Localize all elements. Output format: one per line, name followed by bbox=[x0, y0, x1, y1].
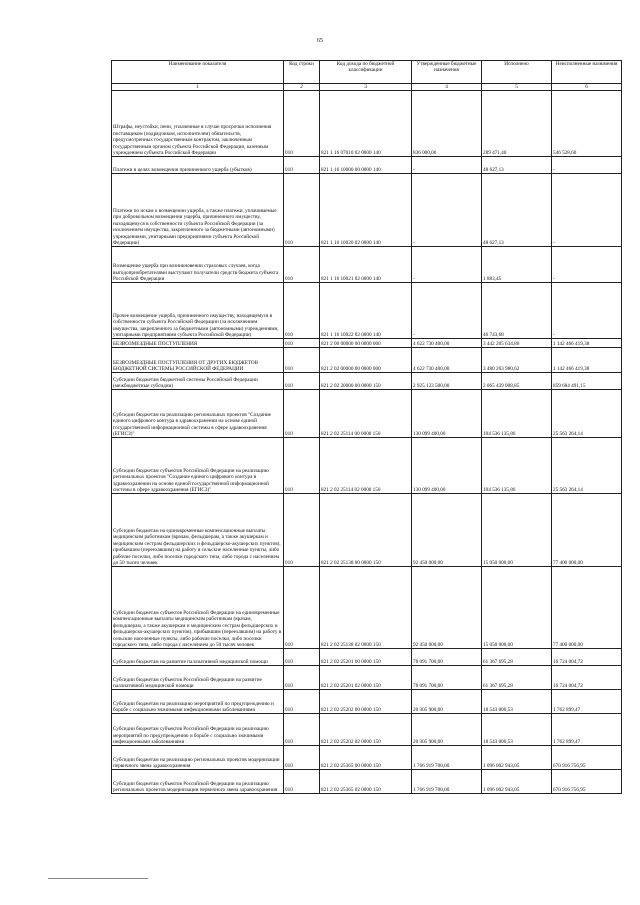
row-approved: - bbox=[412, 174, 482, 247]
row-name: Штрафы, неустойки, пени, уплаченные в случае просрочки исполнения поставщиком (подрядчиком, исполнителем) обязательств, предусмотренных государственным контрактом, заключенным государственным органом субъекта Российской Федерации, казенным учреждением субъекта Российской Федерации bbox=[112, 91, 284, 157]
row-name: Субсидии бюджетам субъектов Российской Федерации на развитие паллиативной медицинской помощи bbox=[112, 666, 284, 690]
row-executed: 1 883,45 bbox=[482, 247, 552, 283]
row-line-code: 010 bbox=[284, 690, 320, 714]
row-approved: 4 622 730 400,00 bbox=[412, 348, 482, 373]
page-number: 65 bbox=[317, 38, 323, 44]
column-number: 1 bbox=[112, 84, 284, 91]
row-income-code: 821 2 00 00000 00 0000 000 bbox=[320, 339, 412, 348]
row-unexecuted: 77 400 000,00 bbox=[552, 494, 622, 567]
row-name: Возмещение ущерба при возникновении страховых случаев, когда выгодоприобретателями выступают получатели средств бюджета субъекта Российской Федерации bbox=[112, 247, 284, 283]
row-income-code: 821 1 16 10021 02 0000 140 bbox=[320, 247, 412, 283]
table-row bbox=[112, 283, 622, 339]
row-line-code: 010 bbox=[284, 438, 320, 494]
row-approved: - bbox=[412, 283, 482, 339]
row-income-code: 821 2 02 25138 02 0000 150 bbox=[320, 567, 412, 649]
row-line-code: 010 bbox=[284, 567, 320, 649]
table-body bbox=[112, 91, 622, 794]
table-row bbox=[112, 247, 622, 283]
row-line-code: 010 bbox=[284, 666, 320, 690]
row-approved: 78 091 700,00 bbox=[412, 649, 482, 666]
row-line-code: 010 bbox=[284, 770, 320, 794]
row-unexecuted: 670 916 756,95 bbox=[552, 746, 622, 770]
row-executed: 3 480 263 980,62 bbox=[482, 348, 552, 373]
row-line-code: 010 bbox=[284, 174, 320, 247]
row-unexecuted: 1 762 899,47 bbox=[552, 714, 622, 746]
row-unexecuted: 859 684 491,15 bbox=[552, 373, 622, 390]
row-approved: 130 099 400,00 bbox=[412, 438, 482, 494]
row-name: Субсидии бюджетам субъектов Российской Федерации на единовременные компенсационные выплаты медицинским работникам (врачам, фельдшерам, а также акушеркам и медицинским сестрам фельдшерских и фельдшерско-акушерских пунктов), прибывшим (переехавшим) на работу в сельские населенные пункты, либо рабочие поселки, либо поселки городского типа, либо города с населением до 50 тысяч человек bbox=[112, 567, 284, 649]
row-executed: 61 367 695,28 bbox=[482, 649, 552, 666]
row-unexecuted: 546 528,60 bbox=[552, 91, 622, 157]
row-unexecuted: 25 563 264,14 bbox=[552, 390, 622, 438]
row-name: Субсидии бюджетам субъектов Российской Федерации на реализацию региональных проектов "Создание единого цифрового контура в здравоохранении на основе единой государственной информационной системы в сфере здравоохранения (ЕГИСЗ)" bbox=[112, 438, 284, 494]
row-executed: 1 096 002 943,05 bbox=[482, 746, 552, 770]
row-approved: 20 305 900,00 bbox=[412, 690, 482, 714]
table-row bbox=[112, 339, 622, 348]
table-row bbox=[112, 438, 622, 494]
row-name: Субсидии бюджетам бюджетной системы Российской Федерации (межбюджетные субсидии) bbox=[112, 373, 284, 390]
row-line-code: 010 bbox=[284, 373, 320, 390]
row-income-code: 821 2 02 20000 00 0000 150 bbox=[320, 373, 412, 390]
header-name: Наименование показателя bbox=[112, 61, 284, 84]
row-executed: 18 543 000,53 bbox=[482, 690, 552, 714]
table-row bbox=[112, 91, 622, 157]
row-executed: 289 471,40 bbox=[482, 91, 552, 157]
table-row bbox=[112, 494, 622, 567]
row-approved: 78 091 700,00 bbox=[412, 666, 482, 690]
row-approved: 92 450 000,00 bbox=[412, 494, 482, 567]
row-executed: 104 536 135,86 bbox=[482, 390, 552, 438]
row-executed: 1 096 002 943,05 bbox=[482, 770, 552, 794]
row-name: Субсидии бюджетам на развитие паллиативной медицинской помощи bbox=[112, 649, 284, 666]
row-approved: 836 000,00 bbox=[412, 91, 482, 157]
row-executed: 18 543 000,53 bbox=[482, 714, 552, 746]
row-executed: 46 743,68 bbox=[482, 283, 552, 339]
row-line-code: 010 bbox=[284, 339, 320, 348]
row-line-code: 010 bbox=[284, 157, 320, 174]
row-executed: 61 367 695,28 bbox=[482, 666, 552, 690]
row-name: Субсидии бюджетам на реализацию региональных проектов "Создание единого цифрового контура в здравоохранении на основе единой государственной информационной системы в сфере здравоохранения (ЕГИСЗ)" bbox=[112, 390, 284, 438]
row-name: БЕЗВОЗМЕЗДНЫЕ ПОСТУПЛЕНИЯ bbox=[112, 339, 284, 348]
row-unexecuted: - bbox=[552, 174, 622, 247]
row-income-code: 821 2 02 25365 00 0000 150 bbox=[320, 746, 412, 770]
footnote-divider bbox=[48, 878, 148, 879]
row-income-code: 821 1 16 10022 02 0000 140 bbox=[320, 283, 412, 339]
table-row bbox=[112, 157, 622, 174]
table-row bbox=[112, 567, 622, 649]
row-approved: 1 766 919 700,00 bbox=[412, 746, 482, 770]
row-executed: 3 442 205 634,86 bbox=[482, 339, 552, 348]
row-executed: 104 536 135,86 bbox=[482, 438, 552, 494]
row-name: Субсидии бюджетам субъектов Российской Федерации на реализацию мероприятий по предупреждению и борьбе с социально значимыми инфекционными заболеваниями bbox=[112, 714, 284, 746]
row-line-code: 010 bbox=[284, 746, 320, 770]
table-row bbox=[112, 746, 622, 770]
row-name: Субсидии бюджетам на единовременные компенсационные выплаты медицинским работникам (врачам, фельдшерам, а также акушеркам и медицинским сестрам фельдшерских и фельдшерско-акушерских пунктов), прибывшим (переехавшим) на работу в сельские населенные пункты, либо рабочие поселки, либо поселки городского типа, либо города с населением до 50 тысяч человек bbox=[112, 494, 284, 567]
row-unexecuted: 1 142 466 419,38 bbox=[552, 348, 622, 373]
row-line-code: 010 bbox=[284, 247, 320, 283]
row-name: Прочее возмещение ущерба, причиненного имуществу, находящемуся в собственности субъекта Российской Федерации (за исключением имущества, закрепленного за бюджетными (автономными) учреждениями, унитарными предприятиями субъекта Российской Федерации) bbox=[112, 283, 284, 339]
row-name: Платежи по искам о возмещении ущерба, а также платежи, уплачиваемые при добровольном возмещении ущерба, причиненного имуществу, находящемуся в собственности субъекта Российской Федерации (за исключением имущества, закрепленного за бюджетными (автономными) учреждениями, унитарными предприятиями субъекта Российской Федерации) bbox=[112, 174, 284, 247]
header-approved: Утвержденные бюджетные назначения bbox=[412, 61, 482, 84]
row-line-code: 010 bbox=[284, 649, 320, 666]
header-executed: Исполнено bbox=[482, 61, 552, 84]
column-number: 2 bbox=[284, 84, 320, 91]
row-approved: 130 099 400,00 bbox=[412, 390, 482, 438]
row-income-code: 821 2 02 00000 00 0000 000 bbox=[320, 348, 412, 373]
row-name: Субсидии бюджетам субъектов Российской Федерации на реализацию региональных проектов модернизации первичного звена здравоохранения bbox=[112, 770, 284, 794]
row-income-code: 821 2 02 25138 00 0000 150 bbox=[320, 494, 412, 567]
table-row bbox=[112, 714, 622, 746]
row-executed: 2 065 439 008,85 bbox=[482, 373, 552, 390]
column-number: 4 bbox=[412, 84, 482, 91]
row-name: Платежи в целях возмещения причиненного ущерба (убытков) bbox=[112, 157, 284, 174]
row-income-code: 821 2 02 25202 00 0000 150 bbox=[320, 690, 412, 714]
row-name: БЕЗВОЗМЕЗДНЫЕ ПОСТУПЛЕНИЯ ОТ ДРУГИХ БЮДЖЕТОВ БЮДЖЕТНОЙ СИСТЕМЫ РОССИЙСКОЙ ФЕДЕРАЦИИ bbox=[112, 348, 284, 373]
row-income-code: 821 2 02 25202 02 0000 150 bbox=[320, 714, 412, 746]
row-unexecuted: - bbox=[552, 157, 622, 174]
column-number: 5 bbox=[482, 84, 552, 91]
column-number: 3 bbox=[320, 84, 412, 91]
row-approved: - bbox=[412, 157, 482, 174]
row-line-code: 010 bbox=[284, 494, 320, 567]
row-approved: 1 766 919 700,00 bbox=[412, 770, 482, 794]
row-line-code: 010 bbox=[284, 91, 320, 157]
header-line-code: Код строки bbox=[284, 61, 320, 84]
row-income-code: 821 2 02 25201 00 0000 150 bbox=[320, 649, 412, 666]
header-row bbox=[112, 61, 622, 84]
row-line-code: 010 bbox=[284, 390, 320, 438]
table-row bbox=[112, 690, 622, 714]
column-number: 6 bbox=[552, 84, 622, 91]
table-row bbox=[112, 174, 622, 247]
row-income-code: 821 2 02 25201 02 0000 150 bbox=[320, 666, 412, 690]
row-unexecuted: 25 563 264,14 bbox=[552, 438, 622, 494]
row-line-code: 010 bbox=[284, 283, 320, 339]
row-income-code: 821 1 16 10000 00 0000 140 bbox=[320, 157, 412, 174]
row-executed: 48 627,13 bbox=[482, 157, 552, 174]
row-approved: 92 450 000,00 bbox=[412, 567, 482, 649]
row-income-code: 821 2 02 25114 02 0000 150 bbox=[320, 438, 412, 494]
row-unexecuted: 1 142 466 419,38 bbox=[552, 339, 622, 348]
row-unexecuted: 16 724 004,72 bbox=[552, 666, 622, 690]
row-name: Субсидии бюджетам на реализацию региональных проектов модернизации первичного звена здравоохранения bbox=[112, 746, 284, 770]
row-approved: 20 305 900,00 bbox=[412, 714, 482, 746]
row-unexecuted: 670 916 756,95 bbox=[552, 770, 622, 794]
row-unexecuted: 77 400 000,00 bbox=[552, 567, 622, 649]
row-unexecuted: - bbox=[552, 247, 622, 283]
table-row bbox=[112, 649, 622, 666]
row-name: Субсидии бюджетам на реализацию мероприятий по предупреждению и борьбе с социально значимыми инфекционными заболеваниями bbox=[112, 690, 284, 714]
column-number-row bbox=[112, 84, 622, 91]
row-unexecuted: - bbox=[552, 283, 622, 339]
row-income-code: 821 2 02 25365 02 0000 150 bbox=[320, 770, 412, 794]
header-income-code: Код дохода по бюджетной классификации bbox=[320, 61, 412, 84]
row-income-code: 821 2 02 25114 00 0000 150 bbox=[320, 390, 412, 438]
row-executed: 48 627,13 bbox=[482, 174, 552, 247]
row-line-code: 010 bbox=[284, 348, 320, 373]
row-income-code: 821 1 16 10020 02 0000 140 bbox=[320, 174, 412, 247]
row-approved: 2 925 123 500,00 bbox=[412, 373, 482, 390]
table-row bbox=[112, 373, 622, 390]
row-income-code: 821 1 16 07010 02 0000 140 bbox=[320, 91, 412, 157]
row-approved: 4 622 730 400,00 bbox=[412, 339, 482, 348]
row-executed: 15 050 000,00 bbox=[482, 494, 552, 567]
row-executed: 15 050 000,00 bbox=[482, 567, 552, 649]
table-row bbox=[112, 770, 622, 794]
table-row bbox=[112, 666, 622, 690]
row-approved: - bbox=[412, 247, 482, 283]
table-row bbox=[112, 348, 622, 373]
header-unexecuted: Неисполненные назначения bbox=[552, 61, 622, 84]
row-line-code: 010 bbox=[284, 714, 320, 746]
row-unexecuted: 16 724 004,72 bbox=[552, 649, 622, 666]
table-row bbox=[112, 390, 622, 438]
budget-execution-table bbox=[111, 60, 622, 794]
row-unexecuted: 1 762 899,47 bbox=[552, 690, 622, 714]
